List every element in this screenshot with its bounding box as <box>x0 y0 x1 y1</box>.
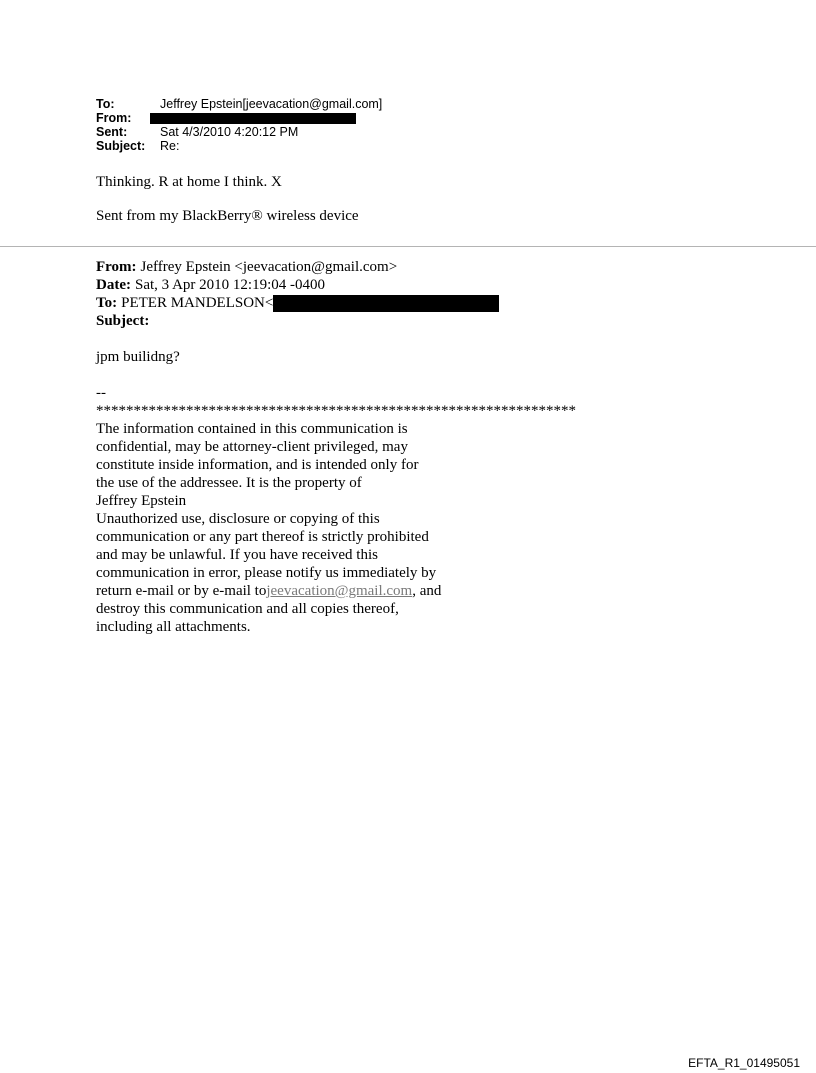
disclaimer <box>96 384 576 636</box>
disclaimer-line: destroy this communication and all copies thereof, <box>96 601 399 617</box>
original-date-row <box>96 276 576 294</box>
original-date-value: Sat, 3 Apr 2010 12:19:04 -0400 <box>134 277 325 293</box>
disclaimer-line: the use of the addressee. It is the property of <box>96 475 362 491</box>
original-message <box>96 258 576 636</box>
header-subject-row <box>96 139 382 153</box>
document-id: EFTA_R1_01495051 <box>688 1056 800 1070</box>
disclaimer-line: and may be unlawful. If you have received this <box>96 547 378 563</box>
header-from-row <box>96 111 382 125</box>
header-sent-row <box>96 125 382 139</box>
sent-value: Sat 4/3/2010 4:20:12 PM <box>160 125 299 139</box>
message-divider <box>0 246 816 247</box>
disclaimer-line: Jeffrey Epstein <box>96 493 187 509</box>
to-value: Jeffrey Epstein[jeevacation@gmail.com] <box>160 97 383 111</box>
return-prefix: return e-mail or by e-mail to <box>96 583 267 599</box>
subject-value: Re: <box>160 139 180 153</box>
reply-message: Thinking. R at home I think. X <box>96 174 282 190</box>
original-message-text: jpm builidng? <box>96 349 180 365</box>
disclaimer-line: communication in error, please notify us immediately by <box>96 565 437 581</box>
star-separator: **************************************************************** <box>96 403 576 419</box>
subject-label: Subject: <box>96 139 146 153</box>
disclaimer-line: constitute inside information, and is intended only for <box>96 457 419 473</box>
reply-body <box>96 173 359 241</box>
to-label: To: <box>96 97 115 111</box>
signature-separator: -- <box>96 385 106 401</box>
redaction-bar <box>273 295 499 312</box>
return-suffix: , and <box>412 583 442 599</box>
original-to-row <box>96 294 576 312</box>
original-subject-label: Subject: <box>96 313 150 329</box>
disclaimer-return-line <box>96 582 576 600</box>
redaction-bar <box>150 113 356 124</box>
reply-signature: Sent from my BlackBerry® wireless device <box>96 208 359 224</box>
original-from-label: From: <box>96 259 137 275</box>
email-header <box>96 97 382 153</box>
email-link[interactable]: jeevacation@gmail.com <box>266 583 413 599</box>
disclaimer-line: The information contained in this communication is <box>96 421 408 437</box>
original-from-value: Jeffrey Epstein <jeevacation@gmail.com> <box>140 259 398 275</box>
original-date-label: Date: <box>96 277 131 293</box>
original-to-value: PETER MANDELSON< <box>121 295 274 311</box>
header-to-row <box>96 97 382 111</box>
disclaimer-line: including all attachments. <box>96 619 251 635</box>
original-to-label: To: <box>96 295 118 311</box>
original-subject-row <box>96 312 576 330</box>
sent-label: Sent: <box>96 125 128 139</box>
disclaimer-line: communication or any part thereof is strictly prohibited <box>96 529 429 545</box>
disclaimer-line: Unauthorized use, disclosure or copying of this <box>96 511 380 527</box>
disclaimer-line: confidential, may be attorney-client privileged, may <box>96 439 408 455</box>
original-from-row <box>96 258 576 276</box>
from-label: From: <box>96 111 132 125</box>
